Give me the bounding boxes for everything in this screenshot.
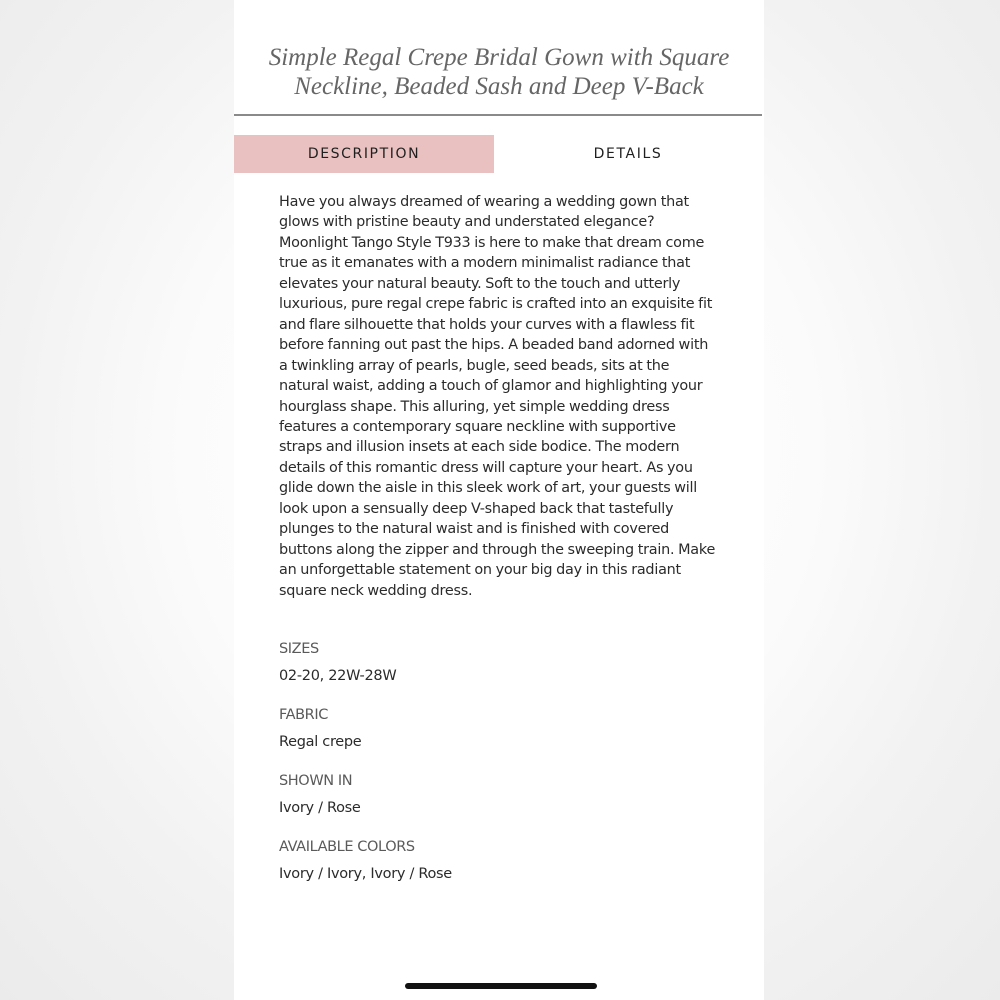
tab-description[interactable]: DESCRIPTION — [234, 135, 494, 173]
spec-value-available-colors: Ivory / Ivory, Ivory / Rose — [279, 866, 452, 882]
tab-details[interactable]: DETAILS — [494, 135, 762, 173]
product-detail-screen — [234, 0, 764, 1000]
tab-bar — [234, 135, 764, 173]
spec-label-available-colors: AVAILABLE COLORS — [279, 839, 415, 855]
spec-label-shown-in: SHOWN IN — [279, 773, 353, 789]
title-divider — [234, 114, 762, 116]
spec-shown-in — [279, 771, 361, 818]
spec-fabric — [279, 705, 361, 752]
spec-label-fabric: FABRIC — [279, 707, 328, 723]
spec-value-fabric: Regal crepe — [279, 734, 362, 750]
description-panel — [279, 192, 719, 882]
home-indicator[interactable] — [405, 983, 597, 989]
spec-value-shown-in: Ivory / Rose — [279, 800, 361, 816]
spec-value-sizes: 02-20, 22W-28W — [279, 668, 397, 684]
spec-sizes — [279, 639, 396, 686]
spec-label-sizes: SIZES — [279, 641, 319, 657]
product-title: Simple Regal Crepe Bridal Gown with Square Neckline, Beaded Sash and Deep V-Back — [268, 44, 730, 100]
spec-available-colors — [279, 837, 452, 884]
product-description: Have you always dreamed of wearing a wedding gown that glows with pristine beauty and understated elegance? Moonlight Tango Style T933 is here to make that dream come true as it emanates with a modern minimalist radiance that elevates your natural beauty. Soft to the touch and utterly luxurious, pure regal crepe fabric is crafted into an exquisite fit and flare silhouette that holds your curves with a flawless fit before fanning out past the hips. A beaded band adorned with a twinkling array of pearls, bugle, seed beads, sits at the natural waist, adding a touch of glamor and highlighting your hourglass shape. This alluring, yet simple wedding dress features a contemporary square neckline with supportive straps and illusion insets at each side bodice. The modern details of this romantic dress will capture your heart. As you glide down the aisle in this sleek work of art, your guests will look upon a sensually deep V-shaped back that tastefully plunges to the natural waist and is finished with covered buttons along the zipper and through the sweeping train. Make an unforgettable statement on your big day in this radiant square neck wedding dress. — [279, 194, 716, 599]
